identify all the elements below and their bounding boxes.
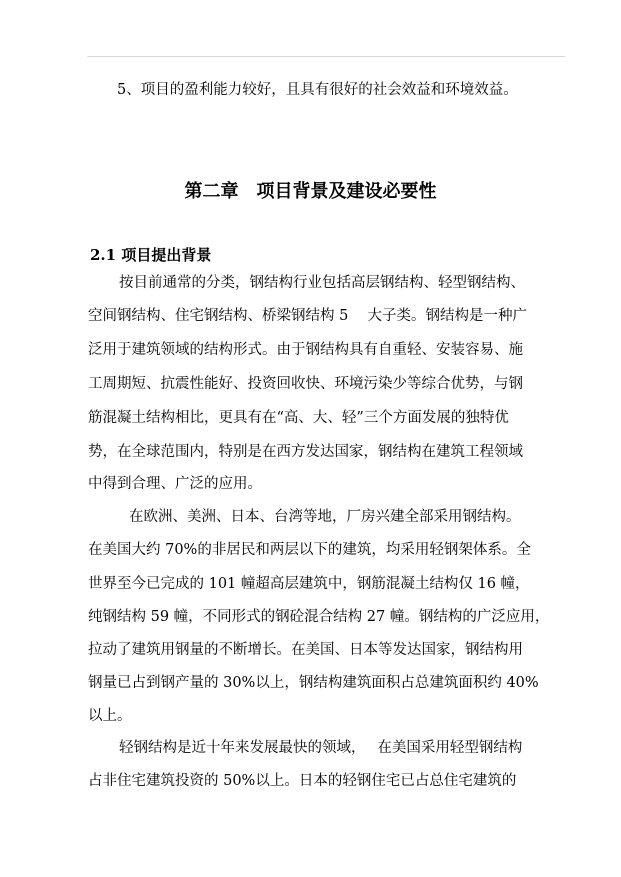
body-line: 按目前通常的分类，钢结构行业包括高层钢结构、轻型钢结构、	[119, 275, 525, 291]
section-heading: 2.1 项目提出背景	[90, 246, 212, 264]
body-line: 势，在全球范围内，特别是在西方发达国家，钢结构在建筑工程领域	[88, 444, 523, 460]
body-line: 纯钢结构 59 幢，不同形式的钢砼混合结构 27 幢。钢结构的广泛应用，	[88, 609, 550, 625]
header-rule	[87, 56, 565, 57]
body-line: 在美国大约 70%的非居民和两层以下的建筑，均采用轻钢架体系。全	[88, 542, 531, 558]
body-line: 中得到合理、广泛的应用。	[88, 476, 262, 492]
body-line: 工周期短、抗震性能好、投资回收快、环境污染少等综合优势，与钢	[88, 376, 523, 392]
body-line: 拉动了建筑用钢量的不断增长。在美国、日本等发达国家，钢结构用	[88, 642, 523, 658]
body-line: 轻钢结构是近十年来发展最快的领域， 在美国采用轻型钢结构	[119, 740, 523, 756]
body-line: 钢量已占到钢产量的 30%以上，钢结构建筑面积占总建筑面积约 40%	[88, 675, 539, 691]
body-line: 以上。	[88, 708, 132, 724]
chapter-title: 第二章 项目背景及建设必要性	[184, 181, 437, 202]
body-line: 泛用于建筑领域的结构形式。由于钢结构具有自重轻、安装容易、施	[88, 342, 523, 358]
body-line: 空间钢结构、住宅钢结构、桥梁钢结构 5 大子类。钢结构是一种广	[88, 308, 527, 324]
intro-line: 5、项目的盈利能力较好，且具有很好的社会效益和环境效益。	[117, 82, 518, 98]
body-line: 世界至今已完成的 101 幢超高层建筑中，钢筋混凝土结构仅 16 幢，	[88, 576, 530, 592]
body-line: 占非住宅建筑投资的 50%以上。日本的轻钢住宅已占总住宅建筑的	[88, 773, 517, 789]
body-line: 筋混凝土结构相比，更具有在“高、大、轻”三个方面发展的独特优	[88, 410, 509, 426]
body-line: 在欧洲、美洲、日本、台湾等地，厂房兴建全部采用钢结构。	[129, 509, 521, 525]
